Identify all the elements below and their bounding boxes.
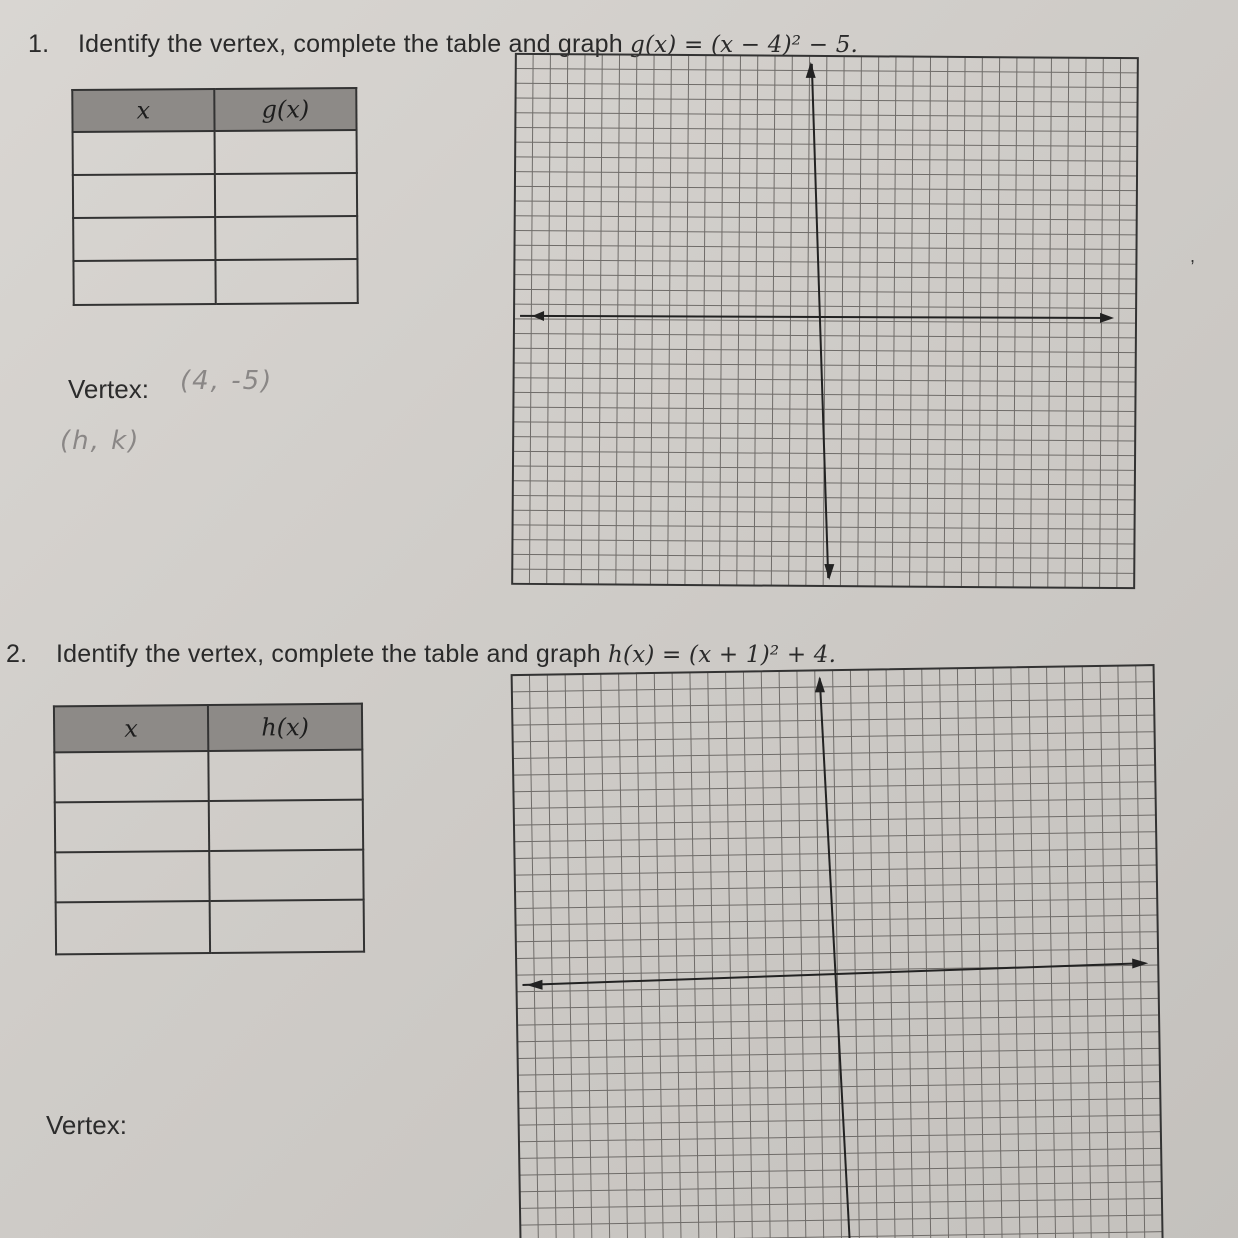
x-axis [522,963,1142,985]
grid-line [636,673,645,1238]
problem-2-table [53,703,365,956]
table-2-cell[interactable] [208,750,362,801]
grid-line [1029,667,1038,1238]
table-2-cell[interactable] [209,850,363,901]
y-axis-up-arrow [815,676,825,692]
problem-1-handwritten-hk: (h, k) [60,426,141,456]
grid-lines [512,665,1163,1238]
grid-line [547,675,556,1238]
grid-line [1011,667,1020,1238]
table-2-cell[interactable] [209,800,363,851]
grid-line [1100,666,1109,1238]
table-1-cell[interactable] [215,259,357,304]
problem-2-vertex-label: Vertex: [46,1110,127,1140]
problem-2-number: 2. [6,640,28,668]
grid-line [583,674,592,1238]
table-2-cell[interactable] [210,900,364,953]
x-axis-left-arrow [532,311,544,321]
problem-1-text: Identify the vertex, complete the table and graph [78,30,623,58]
grid-line [654,673,663,1238]
table-1-cell[interactable] [73,260,215,305]
problem-1-vertex-label: Vertex: [68,374,149,404]
grid-line [672,673,681,1238]
grid-line [1136,665,1145,1238]
problem-2-graph-grid[interactable] [512,664,1172,1238]
problem-2-equation: h(x) = (x + 1)² + 4. [608,642,837,668]
grid-line [1118,666,1127,1238]
table-1-cell[interactable] [215,130,357,174]
grid-line [975,668,984,1238]
table-1-header-gx: g(x) [214,88,356,131]
table-1-header-x: x [72,89,214,132]
table-2-cell[interactable] [55,851,209,902]
table-2-cell[interactable] [56,901,210,954]
problem-1-number: 1. [28,30,50,58]
table-2-cell[interactable] [55,801,209,852]
grid-line [957,668,966,1238]
table-1-cell[interactable] [215,173,357,217]
grid-line [1064,666,1073,1238]
grid-line [940,668,949,1238]
problem-1-table [71,87,359,306]
y-axis-down-arrow [824,564,834,580]
grid-line [993,668,1002,1238]
x-axis-right-arrow [1100,313,1114,323]
grid-line [619,673,628,1238]
grid-line [601,674,610,1238]
table-2-header-x: x [54,705,208,752]
y-axis-up-arrow [806,62,816,78]
table-1-cell[interactable] [73,217,215,261]
problem-1-graph-grid[interactable] [510,50,1142,595]
problem-1-equation: g(x) = (x − 4)² − 5. [630,32,859,58]
table-2-header-hx: h(x) [208,704,362,751]
problem-2-text: Identify the vertex, complete the table and graph [56,640,601,668]
grid-line [1047,667,1056,1238]
stray-mark: , [1190,246,1196,266]
grid-line [529,675,538,1238]
table-1-cell[interactable] [215,216,357,260]
table-1-cell[interactable] [73,174,215,218]
grid-line [565,674,574,1238]
problem-1-handwritten-vertex: (4, -5) [180,366,274,396]
table-1-cell[interactable] [73,131,215,175]
grid-line [1082,666,1091,1238]
grid-line [922,669,931,1238]
table-2-cell[interactable] [54,751,208,802]
